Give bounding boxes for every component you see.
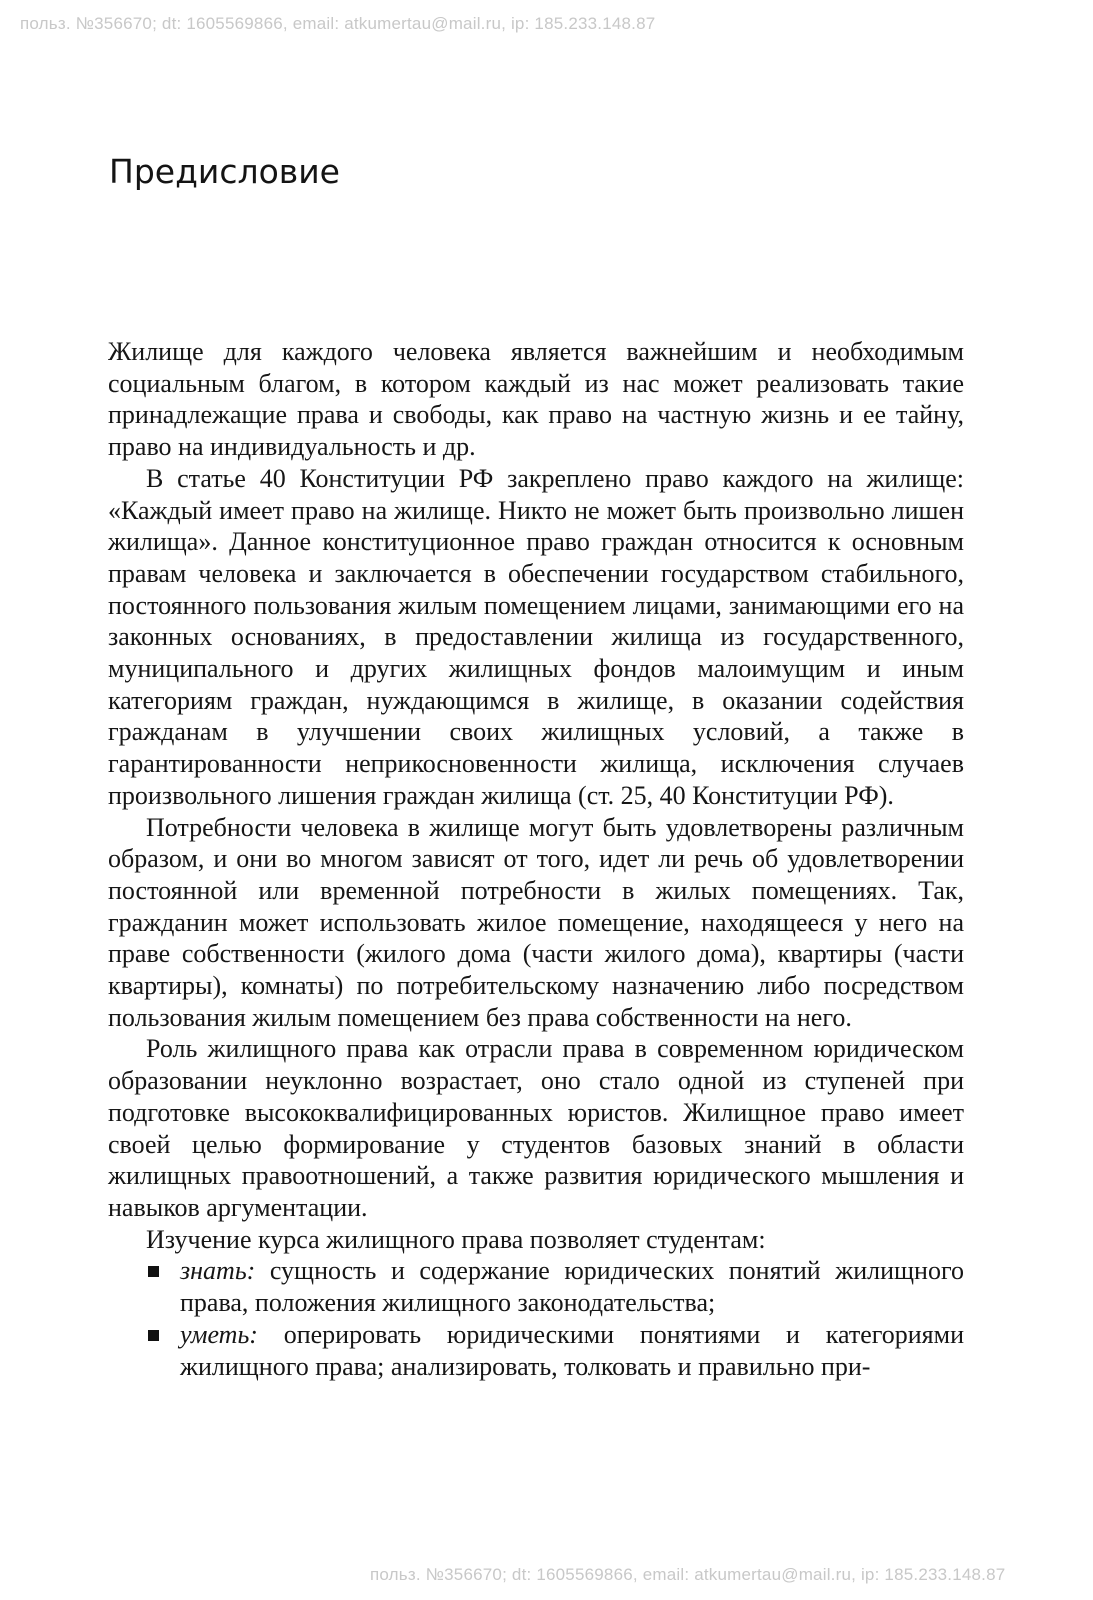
list-item-text: сущность и содержание юридических понятий жилищного права, положения жилищного законодательства; <box>180 1256 964 1318</box>
watermark-bottom: польз. №356670; dt: 1605569866, email: atkumertau@mail.ru, ip: 185.233.148.87 <box>370 1565 1006 1584</box>
paragraph-3: Потребности человека в жилище могут быть удовлетворены различным образом, и они во многом зависят от того, идет ли речь об удовлетворении постоянной или временной потребности в жилых помещениях. Так, гражданин может использовать жилое помещение, находящееся у него на праве собственности (жилого дома (части жилого дома), квартиры (части квартиры), комнаты) по потребительскому назначению либо посредством пользования жилым помещением без права собственности на него. <box>108 812 964 1032</box>
list-item <box>108 1255 964 1318</box>
watermark-top: польз. №356670; dt: 1605569866, email: atkumertau@mail.ru, ip: 185.233.148.87 <box>20 14 656 33</box>
paragraph-5: Изучение курса жилищного права позволяет студентам: <box>146 1224 766 1254</box>
list-item-term: уметь: <box>180 1319 258 1349</box>
paragraph-1: Жилище для каждого человека является важнейшим и необходимым социальным благом, в котором каждый из нас может реализовать такие принадлежащие права и свободы, как право на частную жизнь и ее тайну, право на индивидуальность и др. <box>108 337 964 462</box>
square-bullet-icon <box>148 1266 159 1277</box>
list-item-term: знать: <box>180 1256 256 1286</box>
skills-list <box>108 1255 964 1382</box>
square-bullet-icon <box>148 1330 159 1341</box>
body-text <box>108 336 964 1382</box>
paragraph-2: В статье 40 Конституции РФ закреплено право каждого на жилище: «Каждый имеет право на жилище. Никто не может быть произвольно лишен жилища». Данное конституционное право граждан относится к основным правам человека и заключается в обеспечении государством стабильного, постоянного пользования жилым помещением лицами, занимающими его на законных основаниях, в предоставлении жилища из государственного, муниципального и других жилищных фондов малоимущим и иным категориям граждан, нуждающимся в жилище, в оказании содействия гражданам в улучшении своих жилищных условий, а также в гарантированности неприкосновенности жилища, исключения случаев произвольного лишения граждан жилища (ст. 25, 40 Конституции РФ). <box>108 463 964 810</box>
list-item <box>108 1319 964 1382</box>
list-item-text: оперировать юридическими понятиями и категориями жилищного права; анализировать, толковать и правильно при- <box>180 1319 964 1381</box>
page-title: Предисловие <box>109 152 340 191</box>
paragraph-4: Роль жилищного права как отрасли права в современном юридическом образовании неуклонно возрастает, оно стало одной из ступеней при подготовке высококвалифицированных юристов. Жилищное право имеет своей целью формирование у студентов базовых знаний в области жилищных правоотношений, а также развития юридического мышления и навыков аргументации. <box>108 1034 964 1222</box>
